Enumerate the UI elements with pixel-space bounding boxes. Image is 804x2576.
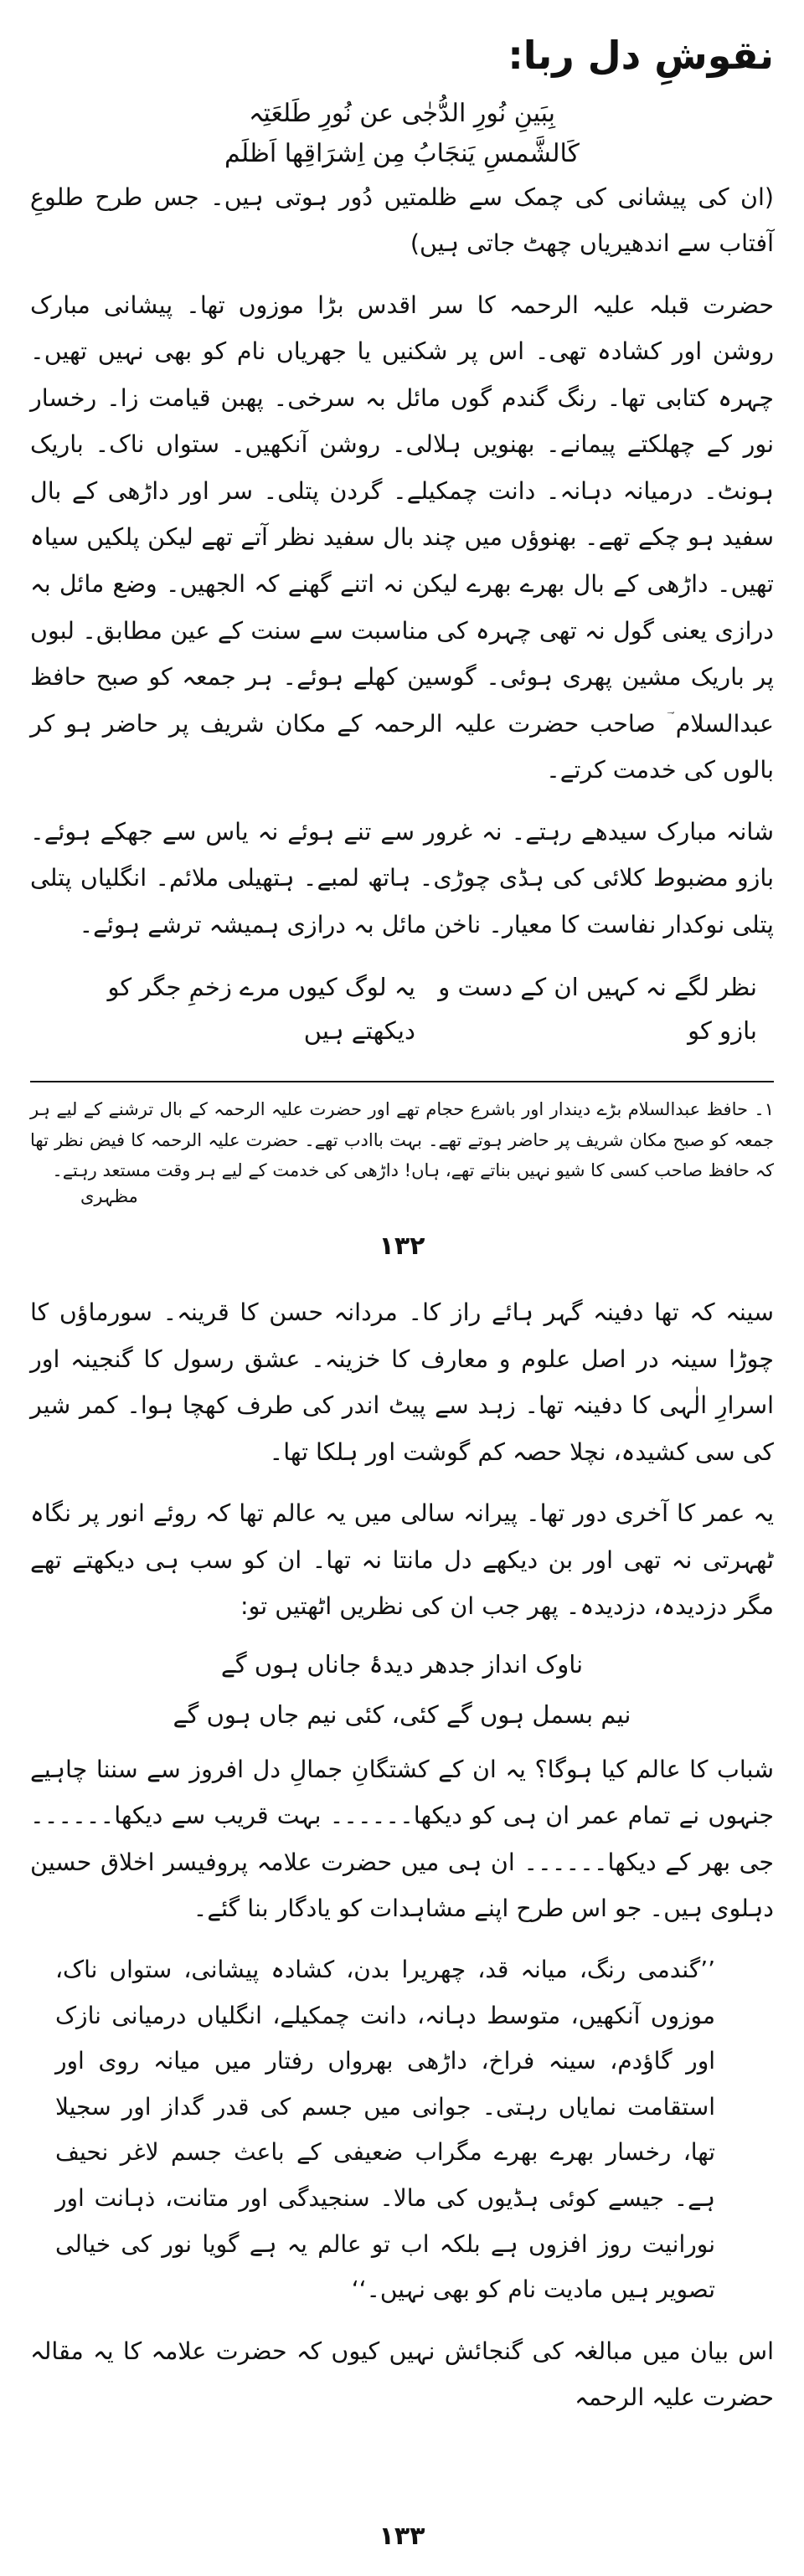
verse-line: نیم بسمل ہوں گے کئی، کئی نیم جاں ہوں گے xyxy=(173,1700,631,1730)
page-number: ۱۳۲ xyxy=(379,1231,425,1262)
paragraph: اس بیان میں مبالغہ کی گنجائش نہیں کیوں کہ حضرت علامہ کا یہ مقالہ حضرت علیہ الرحمہ xyxy=(30,2337,774,2412)
footnote: ۱۔ حافظ عبدالسلام بڑے دیندار اور باشرع حجام تھے اور حضرت علیہ الرحمہ کے بال ترشنے کے لیے ہر جمعہ کو صبح مکان شریف پر حاضر ہوتے تھے۔ بہت باادب تھے۔ حضرت علیہ الرحمہ کا فیض نظر تھا کہ حافظ صاحب کسی کا شیو نہیں بناتے تھے، ہاں! داڑھی کی خدمت کے لیے ہر وقت مستعد رہتے۔ xyxy=(30,1098,774,1181)
arabic-verse-line: بِبَینِ نُورِ الدُّجٰی عن نُورِ طَلعَتِہ xyxy=(248,98,556,128)
arabic-verse-line: کَالشَّمسِ یَنجَابُ مِن اِشرَاقِھا اَظلَم xyxy=(224,138,580,168)
couplet xyxy=(30,965,774,1052)
section-heading: نقوشِ دل ربا: xyxy=(508,33,774,78)
page-number: ۱۳۳ xyxy=(379,2522,425,2551)
couplet-first-line: نظر لگے نہ کہیں ان کے دست و بازو کو xyxy=(438,972,757,1045)
paragraph: شانہ مبارک سیدھے رہتے۔ نہ غرور سے تنے ہوئے نہ یاس سے جھکے ہوئے۔ بازو مضبوط کلائی کی ہڈی چوڑی۔ ہاتھ لمبے۔ ہتھیلی ملائم۔ انگلیاں پتلی پتلی نوکدار نفاست کا معیار۔ ناخن مائل بہ درازی ہمیشہ ترشے ہوئے۔ xyxy=(30,817,774,938)
page-132 xyxy=(0,0,804,1262)
verse-translation: (ان کی پیشانی کی چمک سے ظلمتیں دُور ہوتی ہیں۔ جس طرح طلوعِ آفتاب سے اندھیریاں چھٹ جاتی ہیں) xyxy=(30,183,774,258)
paragraph: شباب کا عالم کیا ہوگا؟ یہ ان کے کشتگانِ جمالِ دل افروز سے سننا چاہیے جنہوں نے تمام عمر ان ہی کو دیکھا۔۔۔۔۔۔ بہت قریب سے دیکھا۔۔۔۔۔۔ جی بھر کے دیکھا۔۔۔۔۔۔ ان ہی میں حضرت علامہ پروفیسر اخلاق حسین دہلوی ہیں۔ جو اس طرح اپنے مشاہدات کو یادگار بنا گئے۔ xyxy=(30,1755,774,1923)
paragraph: سینہ کہ تھا دفینہ گہر ہائے راز کا۔ مردانہ حسن کا قرینہ۔ سورماؤں کا چوڑا سینہ در اصل علوم و معارف کا خزینہ۔ عشق رسول کا گنجینہ اور اسرارِ الٰہی کا دفینہ تھا۔ زہد سے پیٹ اندر کی طرف کھچا ہوا۔ کمر شیر کی سی کشیدہ، نچلا حصہ کم گوشت اور ہلکا تھا۔ xyxy=(30,1298,774,1466)
paragraph: یہ عمر کا آخری دور تھا۔ پیرانہ سالی میں یہ عالم تھا کہ روئے انور پر نگاہ ٹھہرتی نہ تھی اور بن دیکھے دل مانتا نہ تھا۔ ان کو سب ہی دیکھتے تھے مگر دزدیدہ، دزدیدہ۔ پھر جب ان کی نظریں اٹھتیں تو: xyxy=(30,1499,774,1621)
verse-line: ناوک انداز جدھر دیدۂ جاناں ہوں گے xyxy=(220,1649,584,1679)
footnote-divider xyxy=(30,1081,774,1082)
paragraph: حضرت قبلہ علیہ الرحمہ کا سر اقدس بڑا موزوں تھا۔ پیشانی مبارک روشن اور کشادہ تھی۔ اس پر شکنیں یا جھریاں نام کو بھی نہیں تھیں۔ چہرہ کتابی تھا۔ رنگ گندم گوں مائل بہ سرخی۔ پھبن قیامت زا۔ رخسار نور کے چھلکتے پیمانے۔ بھنویں ہلالی۔ روشن آنکھیں۔ ستواں ناک۔ باریک ہونٹ۔ درمیانہ دہانہ۔ دانت چمکیلے۔ گردن پتلی۔ سر اور داڑھی کے بال سفید ہو چکے تھے۔ بھنوؤں میں چند بال سفید نظر آتے تھے لیکن پلکیں سیاہ تھیں۔ داڑھی کے بال بھرے بھرے لیکن نہ اتنے گھنے کہ الجھیں۔ وضع مائل بہ درازی یعنی گول نہ تھی چہرہ کی مناسبت سے سنت کے عین مطابق۔ لبوں پر باریک مشین پھری ہوئی۔ گوسین کھلے ہوئے۔ ہر جمعہ کو صبح حافظ عبدالسلام ؔ صاحب حضرت علیہ الرحمہ کے مکان شریف پر حاضر ہو کر بالوں کی خدمت کرتے۔ xyxy=(30,291,774,784)
couplet-second-line: یہ لوگ کیوں مرے زخمِ جگر کو دیکھتے ہیں xyxy=(107,972,415,1045)
page-133 xyxy=(0,1239,804,2576)
quotation: ’’گندمی رنگ، میانہ قد، چھریرا بدن، کشادہ پیشانی، ستواں ناک، موزوں آنکھیں، متوسط دہانہ، دانت چمکیلے، انگلیاں درمیانی نازک اور گاؤدم، سینہ فراخ، داڑھی بھرواں رفتار میں میانہ روی اور استقامت نمایاں رہتی۔ جوانی میں جسم کی قدر گداز اور سجیلا تھا، رخسار بھرے بھرے مگراب ضعیفی کے باعث جسم لاغر نحیف ہے۔ جیسے کوئی ہڈیوں کی مالا۔ سنجیدگی اور متانت، ذہانت اور نورانیت روز افزوں ہے بلکہ اب تو عالم یہ ہے گویا نور کی خیالی تصویر ہیں مادیت نام کو بھی نہیں۔‘‘ xyxy=(55,1955,715,2304)
footnote-signature: مظہری xyxy=(80,1186,138,1207)
